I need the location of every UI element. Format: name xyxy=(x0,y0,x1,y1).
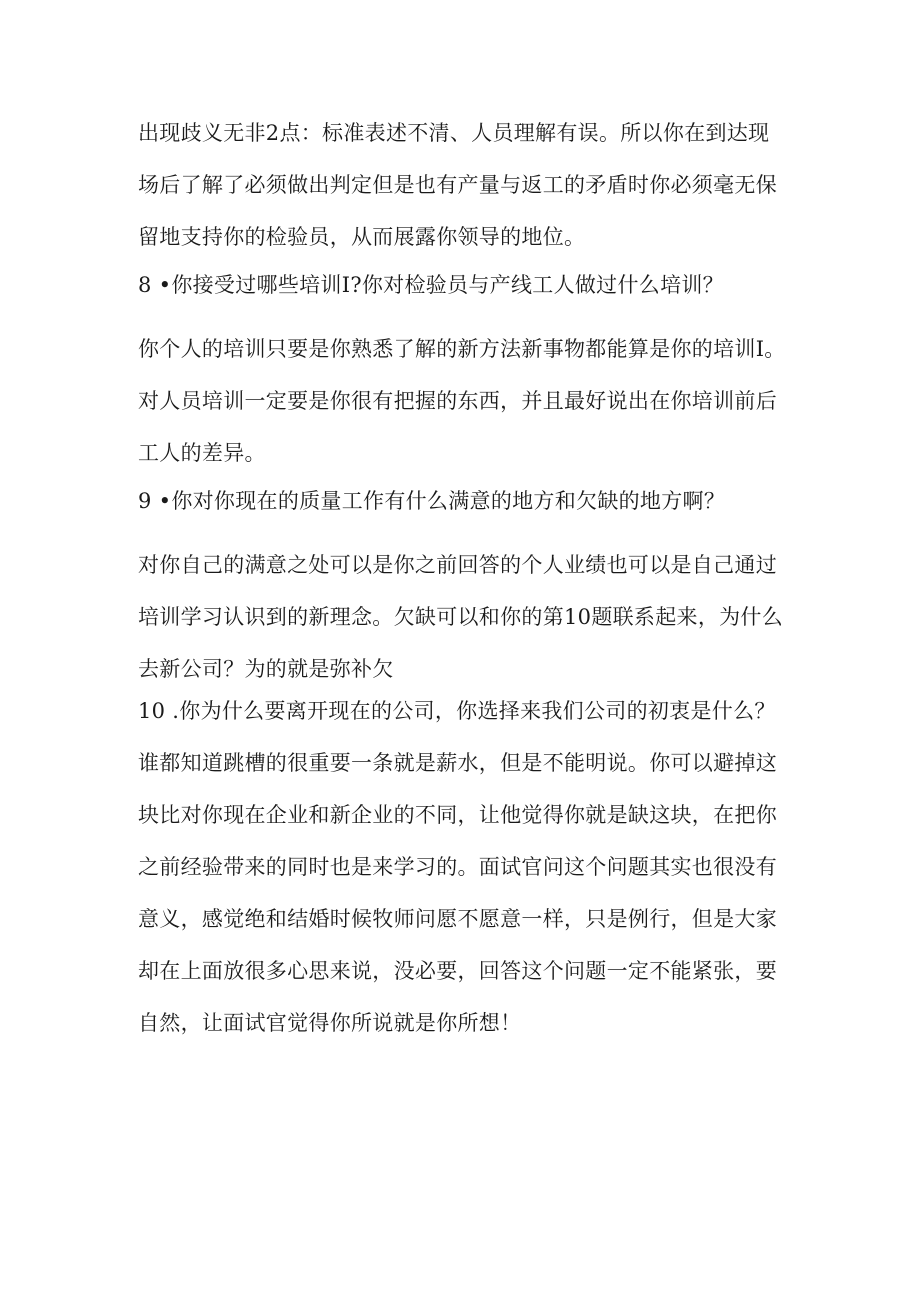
question-8: 8 •你接受过哪些培训I?你对检验员与产线工人做过什么培训？ xyxy=(138,273,724,297)
answer-9: 对你自己的满意之处可以是你之前回答的个人业绩也可以是自己通过培训学习认识到的新理念。欠缺可以和你的第10题联系起来，为什么去新公司？为的就是弥补欠 xyxy=(138,553,784,681)
paragraph-intro: 出现歧义无非2点：标准表述不清、人员理解有误。所以你在到达现场后了解了必须做出判定但是也有产量与返工的矛盾时你必须毫无保留地支持你的检验员，从而展露你领导的地位。 xyxy=(138,121,777,249)
question-answer-10: 10 .你为什么要离开现在的公司，你选择来我们公司的初衷是什么？谁都知道跳槽的很重要一条就是薪水，但是不能明说。你可以避掉这块比对你现在企业和新企业的不同，让他觉得你就是缺这块，在把你之前经验带来的同时也是来学习的。面试官问这个问题其实也很没有意义，感觉绝和结婚时候牧师问愿不愿意一样，只是例行，但是大家却在上面放很多心思来说，没必要，回答这个问题一定不能紧张，要自然，让面试官觉得你所说就是你所想！ xyxy=(138,699,777,1035)
question-9: 9 •你对你现在的质量工作有什么满意的地方和欠缺的地方啊？ xyxy=(138,489,726,513)
answer-8: 你个人的培训只要是你熟悉了解的新方法新事物都能算是你的培训I。对人员培训一定要是你很有把握的东西，并且最好说出在你培训前后工人的差异。 xyxy=(138,337,786,465)
